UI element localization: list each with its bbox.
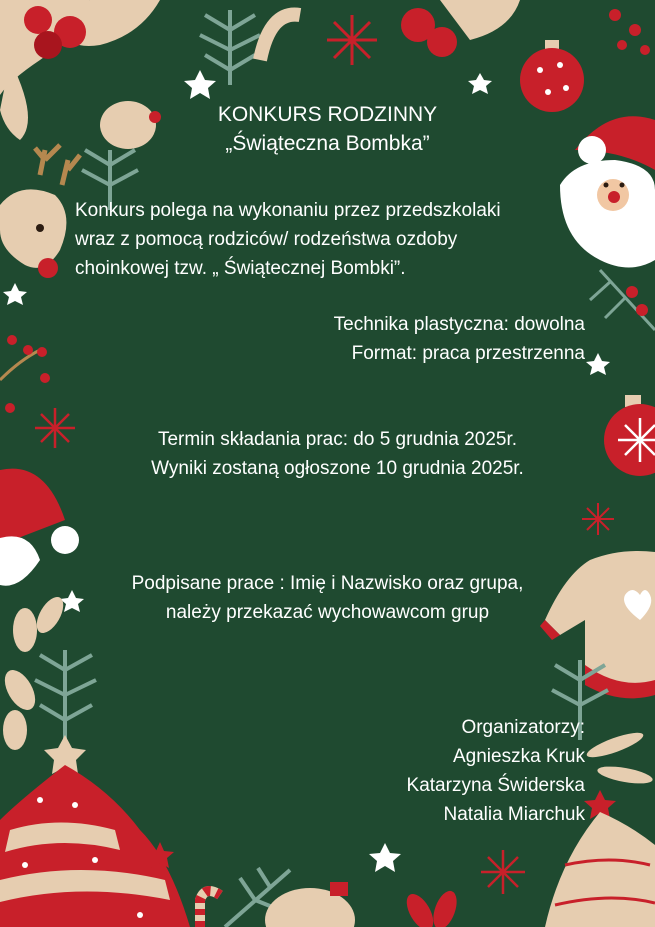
submission-line-2: należy przekazać wychowawcom grup	[165, 602, 490, 623]
christmas-tree-icon	[0, 735, 190, 927]
format-text: Format: praca przestrzenna	[351, 343, 585, 364]
leaf-branch-icon	[401, 888, 461, 927]
ornament-icon	[604, 395, 655, 476]
star-icon	[468, 73, 492, 94]
pine-branch-icon	[35, 650, 96, 740]
deadline-text: Termin składania prac: do 5 grudnia 2025r.	[157, 429, 518, 450]
snowflake-icon	[582, 503, 614, 535]
snowflake-icon	[481, 850, 525, 894]
snowflake-icon	[327, 15, 377, 65]
organizers-block	[300, 713, 585, 829]
title-line-2: „Świąteczna Bombka”	[225, 132, 430, 155]
organizer-name: Natalia Miarchuk	[443, 804, 585, 825]
submission-info	[55, 569, 600, 627]
organizer-name: Agnieszka Kruk	[452, 746, 585, 767]
reindeer-icon	[0, 145, 80, 278]
title-line-1: KONKURS RODZINNY	[217, 103, 438, 126]
pine-branch-icon	[590, 270, 655, 330]
star-icon	[184, 70, 216, 99]
star-icon	[3, 283, 27, 305]
candy-cane-icon	[260, 15, 300, 60]
contest-details	[200, 310, 585, 368]
berries-icon	[401, 0, 650, 57]
star-icon	[586, 353, 610, 375]
poster-title	[0, 100, 655, 158]
leaf-branch-icon	[584, 728, 653, 787]
organizers-heading: Organizatorzy:	[461, 717, 585, 738]
description-line-3: choinkowej tzw. „ Świątecznej Bombki”.	[75, 258, 406, 279]
pine-branch-icon	[200, 10, 260, 85]
description-line-2: wraz z pomocą rodziców/ rodzeństwa ozdoby	[75, 229, 458, 250]
submission-line-1: Podpisane prace : Imię i Nazwisko oraz grupa,	[131, 573, 524, 594]
contest-description	[75, 196, 575, 283]
contest-dates	[65, 425, 610, 483]
results-text: Wyniki zostaną ogłoszone 10 grudnia 2025r.	[151, 458, 524, 479]
organizer-name: Katarzyna Świderska	[406, 775, 585, 796]
description-line-1: Konkurs polega na wykonaniu przez przedszkolaki	[75, 200, 501, 221]
technique-text: Technika plastyczna: dowolna	[333, 314, 585, 335]
star-icon	[369, 843, 401, 872]
berries-icon	[0, 335, 50, 413]
ornament-icon	[265, 882, 355, 927]
